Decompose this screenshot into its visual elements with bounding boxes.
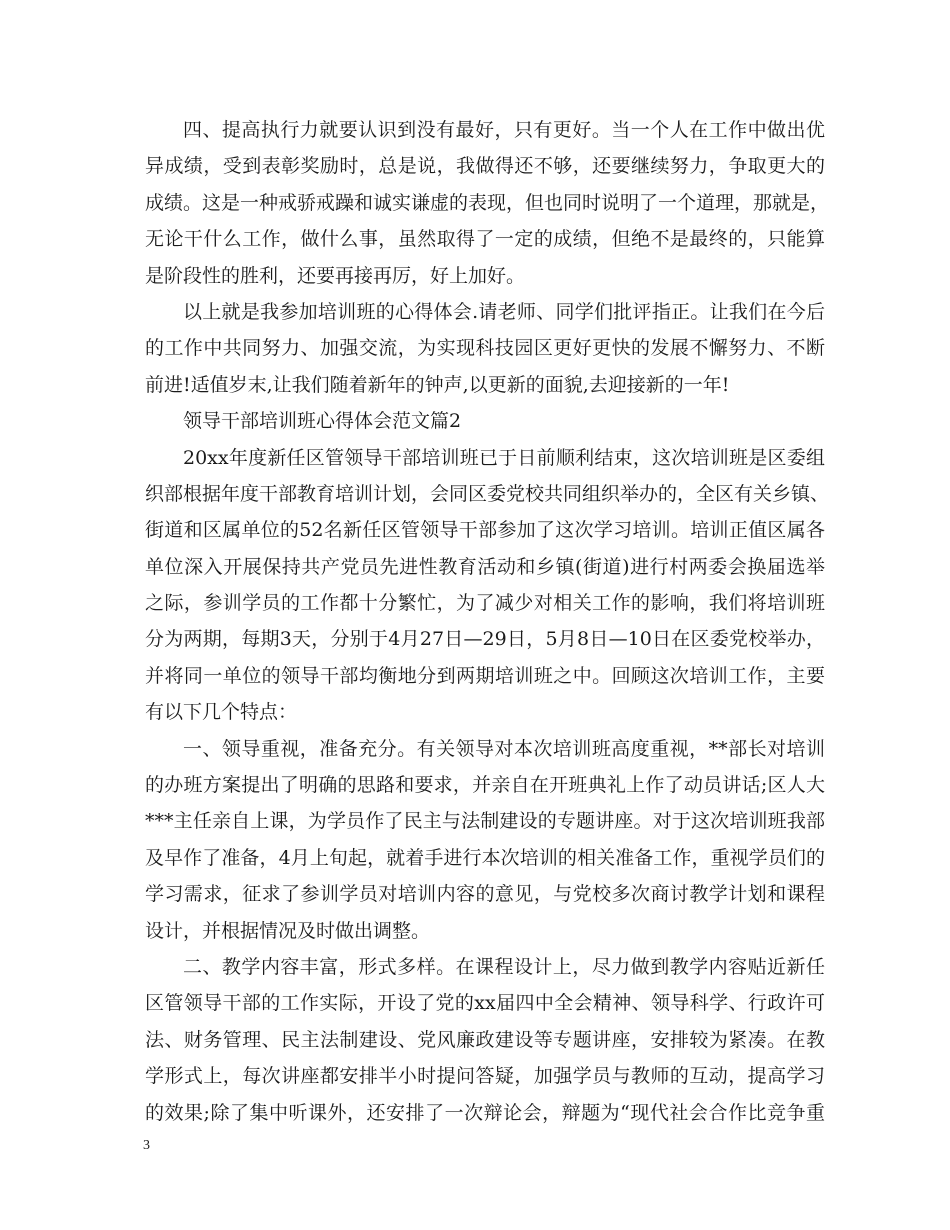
text-line: 之际，参训学员的工作都十分繁忙，为了减少对相关工作的影响，我们将培训班: [145, 592, 825, 615]
text-line: ***主任亲自上课，为学员作了民主与法制建设的专题讲座。对于这次培训班我部: [145, 810, 825, 833]
text-line: 二、教学内容丰富，形式多样。在课程设计上，尽力做到教学内容贴近新任: [183, 955, 825, 978]
text-line: 设计，并根据情况及时做出调整。: [145, 919, 431, 942]
text-line: 学形式上，每次讲座都安排半小时提问答疑，加强学员与教师的互动，提高学习: [145, 1065, 825, 1088]
text-line: 学习需求，征求了参训学员对培训内容的意见，与党校多次商讨教学计划和课程: [145, 883, 825, 906]
text-line: 一、领导重视，准备充分。有关领导对本次培训班高度重视，**部长对培训: [183, 737, 825, 760]
text-line: 法、财务管理、民主法制建设、党风廉政建设等专题讲座，安排较为紧凑。在教: [145, 1028, 825, 1051]
text-line: 及早作了准备，4月上旬起，就着手进行本次培训的相关准备工作，重视学员们的: [145, 846, 825, 869]
text-line: 单位深入开展保持共产党员先进性教育活动和乡镇(街道)进行村两委会换届选举: [145, 555, 825, 578]
text-line: 织部根据年度干部教育培训计划，会同区委党校共同组织举办的，全区有关乡镇、: [145, 482, 830, 505]
text-line: 并将同一单位的领导干部均衡地分到两期培训班之中。回顾这次培训工作，主要: [145, 664, 825, 687]
text-line: 成绩。这是一种戒骄戒躁和诚实谦虚的表现，但也同时说明了一个道理，那就是，: [145, 191, 830, 214]
text-line: 异成绩，受到表彰奖励时，总是说，我做得还不够，还要继续努力，争取更大的: [145, 155, 825, 178]
text-line: 前进!适值岁末,让我们随着新年的钟声,以更新的面貌,去迎接新的一年!: [145, 373, 730, 396]
text-line: 20xx年度新任区管领导干部培训班已于日前顺利结束，这次培训班是区委组: [183, 446, 825, 469]
text-line: 无论干什么工作，做什么事，虽然取得了一定的成绩，但绝不是最终的，只能算: [145, 228, 825, 251]
text-line: 的效果;除了集中听课外，还安排了一次辩论会，辩题为“现代社会合作比竞争重: [145, 1101, 825, 1124]
text-line: 分为两期，每期3天，分别于4月27日—29日，5月8日—10日在区委党校举办，: [145, 628, 825, 651]
text-line: 的办班方案提出了明确的思路和要求，并亲自在开班典礼上作了动员讲话;区人大: [145, 774, 825, 797]
page-number: 3: [143, 1138, 150, 1153]
text-line: 领导干部培训班心得体会范文篇2: [183, 410, 462, 433]
text-line: 街道和区属单位的52名新任区管领导干部参加了这次学习培训。培训正值区属各: [145, 519, 825, 542]
body-text: [145, 112, 830, 1131]
text-line: 区管领导干部的工作实际，开设了党的xx届四中全会精神、领导科学、行政许可: [145, 992, 825, 1015]
text-line: 是阶段性的胜利，还要再接再厉，好上加好。: [145, 264, 526, 287]
text-line: 的工作中共同努力、加强交流，为实现科技园区更好更快的发展不懈努力、不断: [145, 337, 825, 360]
text-line: 四、提高执行力就要认识到没有最好，只有更好。当一个人在工作中做出优: [183, 119, 825, 141]
text-line: 以上就是我参加培训班的心得体会.请老师、同学们批评指正。让我们在今后: [183, 300, 825, 323]
text-line: 有以下几个特点：: [145, 701, 298, 724]
